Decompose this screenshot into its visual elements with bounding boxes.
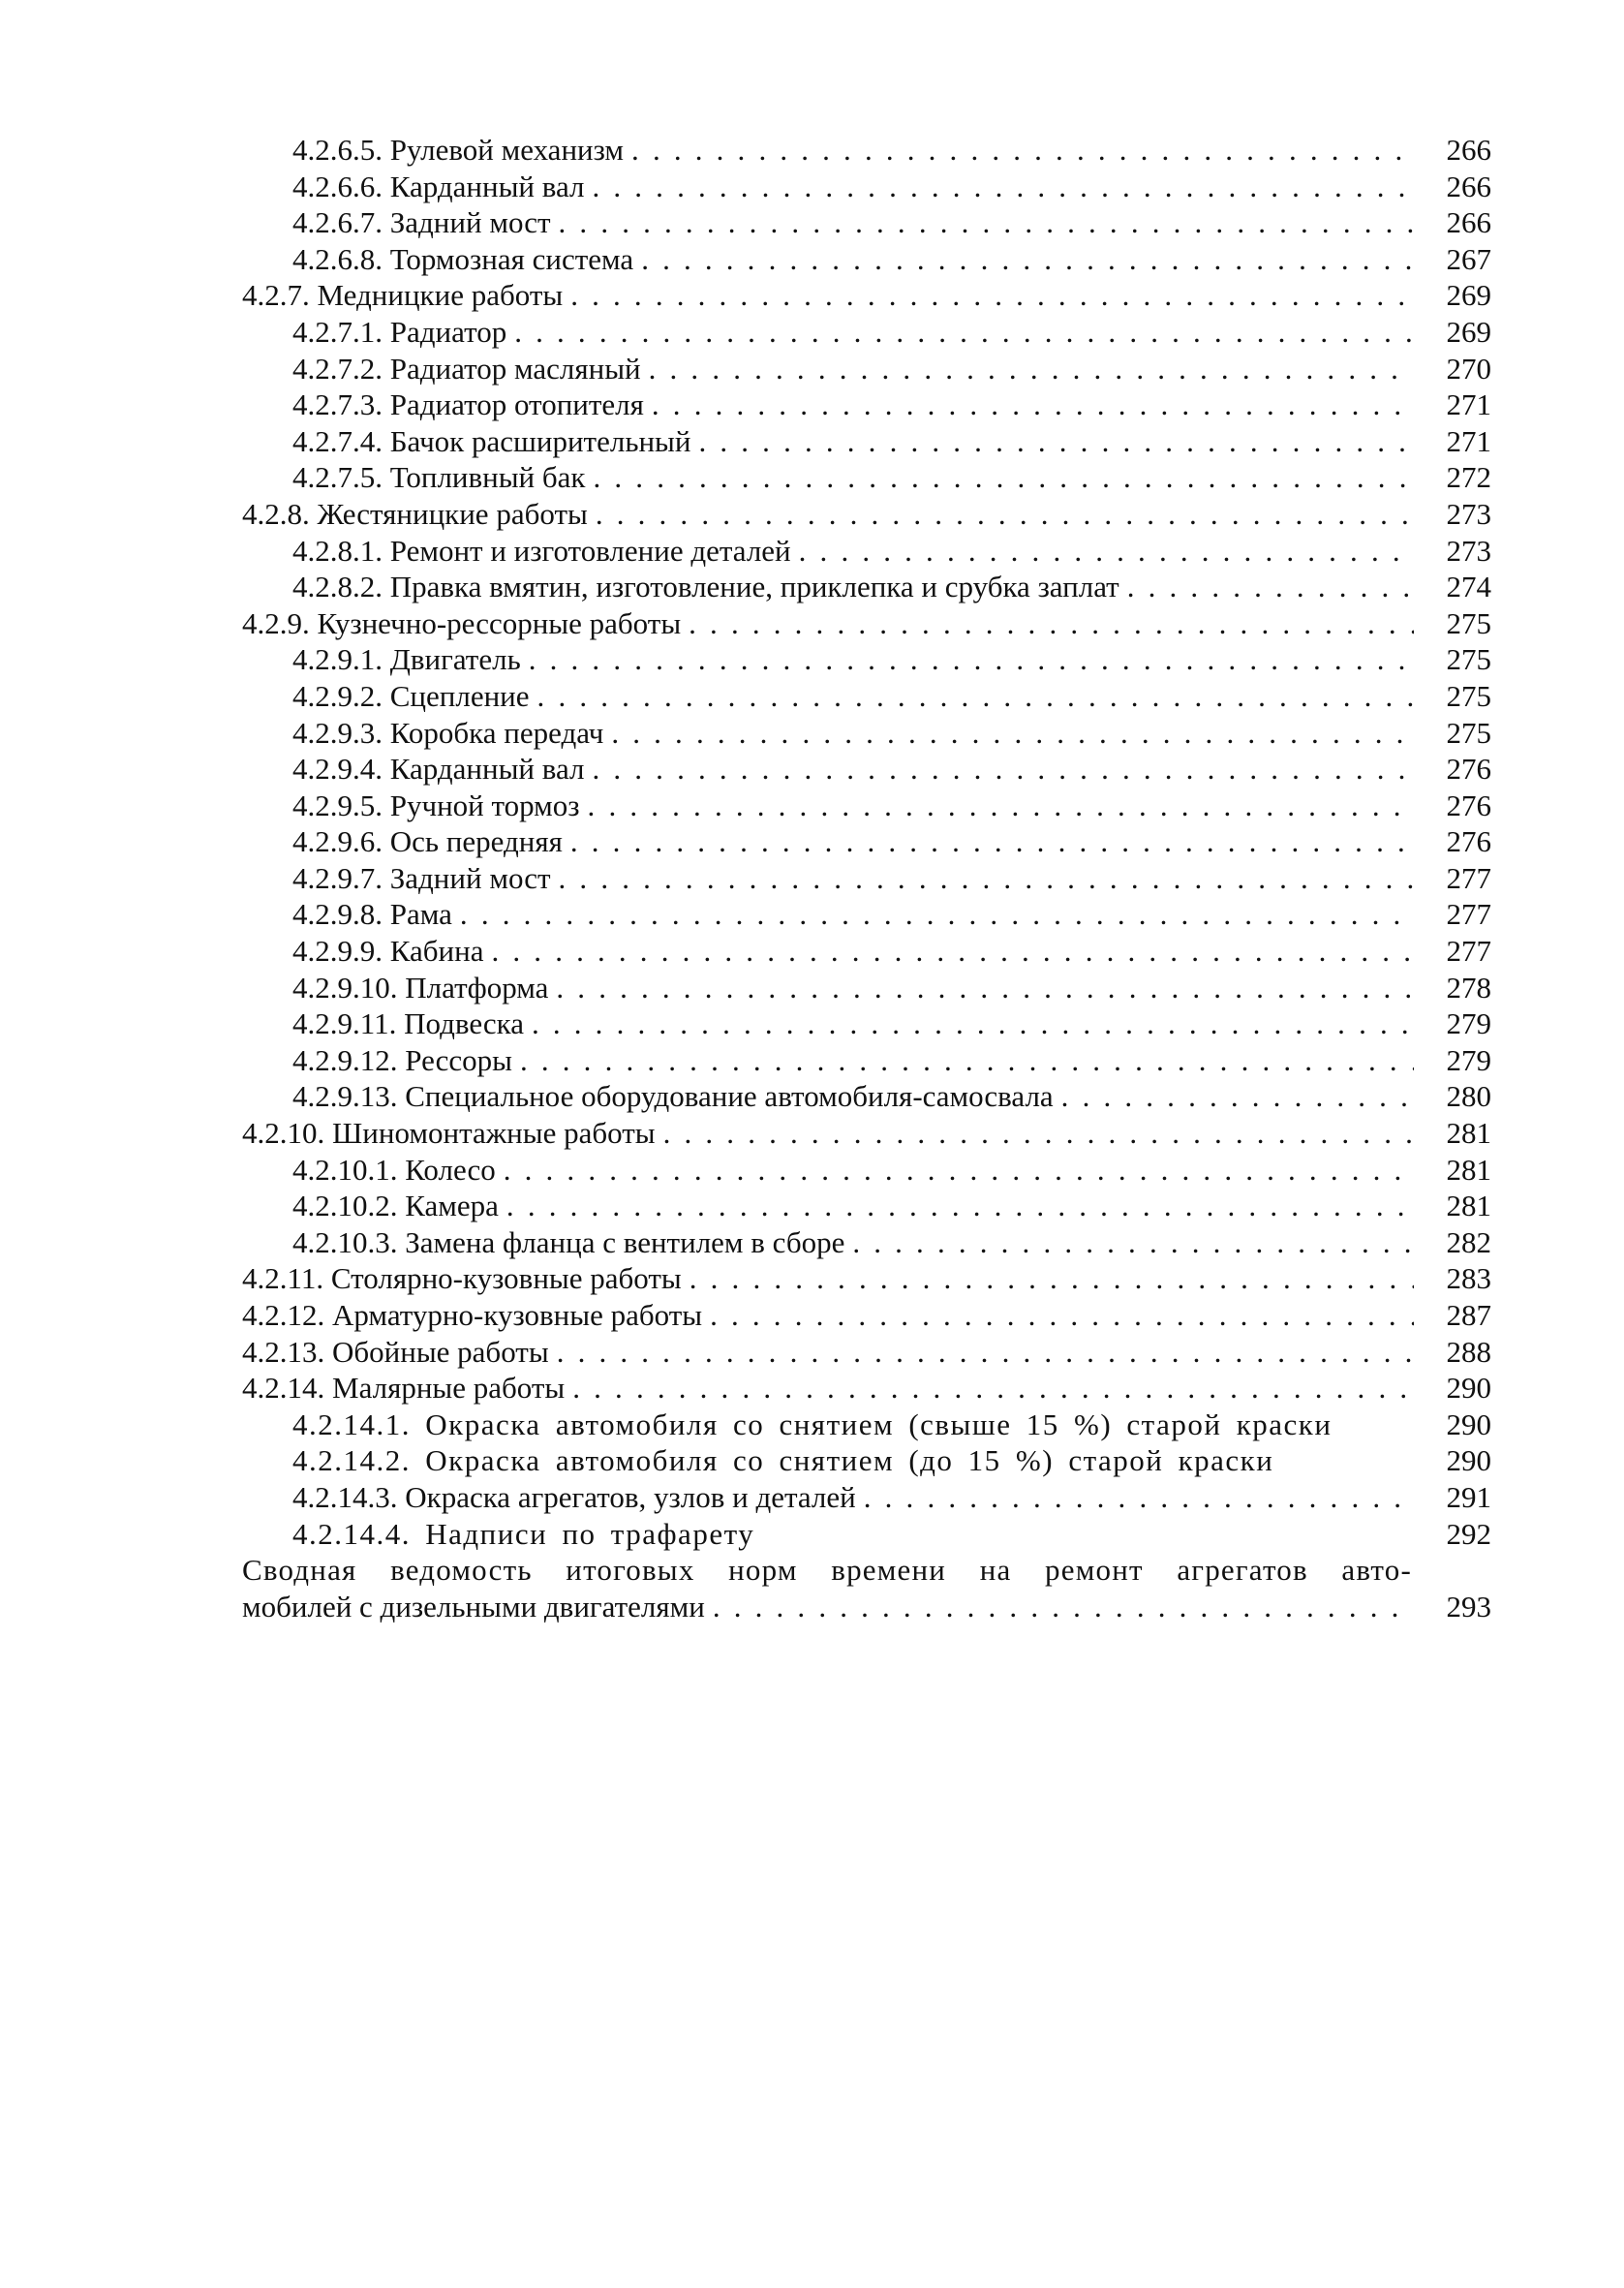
toc-entry[interactable] — [242, 1042, 1491, 1079]
toc-entry-leader — [242, 678, 1422, 715]
toc-entry[interactable] — [242, 1260, 1491, 1297]
toc-entry-leader — [242, 1260, 1422, 1297]
toc-entry-title: 4.2.9.9. Кабина — [292, 934, 484, 969]
toc-entry-leader — [242, 459, 1422, 496]
toc-entry-page: 275 — [1446, 642, 1491, 677]
toc-entry[interactable] — [242, 1078, 1491, 1115]
toc-entry-page: 269 — [1446, 278, 1491, 313]
toc-entry-leader — [242, 860, 1422, 897]
toc-entry-page: 266 — [1446, 133, 1491, 167]
toc-entry-title: 4.2.9.7. Задний мост — [292, 860, 551, 895]
toc-entry-title: 4.2.9.1. Двигатель — [292, 642, 521, 677]
toc-entry-title: 4.2.9.11. Подвеска — [292, 1006, 524, 1041]
toc-entry-title: 4.2.7. Медницкие работы — [242, 278, 564, 313]
toc-entry-page: 275 — [1446, 605, 1491, 640]
toc-summary-line2 — [242, 1589, 1491, 1625]
toc-summary-title-line1: Сводная ведомость итоговых норм времени на ремонт агрегатов авто- — [242, 1553, 1412, 1588]
toc-entry-page: 277 — [1446, 860, 1491, 895]
toc-entry[interactable] — [242, 132, 1491, 169]
toc-entry[interactable] — [242, 1516, 1491, 1553]
toc-entry-title: 4.2.10.1. Колесо — [292, 1152, 496, 1187]
toc-entry-leader — [242, 1005, 1422, 1042]
dot-leader — [572, 1370, 1414, 1407]
toc-entry-page: 283 — [1446, 1261, 1491, 1296]
toc-entry-title: 4.2.14.2. Окраска автомобиля со снятием (до 15 %) старой краски — [292, 1443, 1274, 1478]
toc-entry-leader — [242, 1407, 1422, 1443]
dot-leader — [559, 860, 1414, 897]
toc-entry-leader — [242, 1078, 1422, 1115]
toc-entry[interactable] — [242, 169, 1491, 205]
dot-leader — [460, 896, 1414, 933]
toc-entry-page: 276 — [1446, 788, 1491, 822]
toc-entry-title: 4.2.12. Арматурно-кузовные работы — [242, 1298, 703, 1332]
dot-leader — [689, 605, 1414, 642]
toc-entry[interactable] — [242, 970, 1491, 1006]
toc-entry-page: 281 — [1446, 1116, 1491, 1151]
toc-entry[interactable] — [242, 496, 1491, 533]
toc-summary-title-line2: мобилей с дизельными двигателями — [242, 1589, 705, 1623]
toc-entry-leader — [242, 204, 1422, 241]
toc-entry[interactable] — [242, 715, 1491, 752]
toc-entry-leader — [242, 1479, 1422, 1516]
toc-entry-page: 266 — [1446, 205, 1491, 240]
toc-entry-page: 288 — [1446, 1334, 1491, 1369]
toc-entry[interactable] — [242, 641, 1491, 678]
toc-entry-leader — [242, 386, 1422, 423]
toc-summary-entry[interactable] — [242, 1552, 1491, 1624]
toc-entry-title: 4.2.6.8. Тормозная система — [292, 241, 634, 276]
toc-entry-title: 4.2.14.3. Окраска агрегатов, узлов и деталей — [292, 1479, 856, 1514]
toc-entry[interactable] — [242, 605, 1491, 642]
toc-entry-title: 4.2.9.8. Рама — [292, 897, 452, 932]
toc-entry-title: 4.2.7.5. Топливный бак — [292, 460, 586, 495]
toc-entry-page: 273 — [1446, 533, 1491, 568]
toc-entry-title: 4.2.13. Обойные работы — [242, 1334, 549, 1369]
toc-entry-leader — [242, 896, 1422, 933]
toc-entry-leader — [242, 314, 1422, 351]
toc-entry[interactable] — [242, 241, 1491, 278]
toc-entry-page: 275 — [1446, 715, 1491, 750]
toc-summary-page: 293 — [1446, 1589, 1491, 1623]
toc-entry-page: 277 — [1446, 934, 1491, 969]
dot-leader — [514, 314, 1414, 351]
toc-entry-page: 271 — [1446, 423, 1491, 458]
toc-entry-leader — [242, 496, 1422, 533]
toc-entry-leader — [242, 241, 1422, 278]
toc-entry-page: 279 — [1446, 1006, 1491, 1041]
toc-entry-page: 276 — [1446, 824, 1491, 859]
dot-leader — [570, 277, 1414, 314]
toc-entry-leader — [242, 605, 1422, 642]
toc-entry[interactable] — [242, 1188, 1491, 1224]
toc-entry-page: 290 — [1446, 1443, 1491, 1478]
toc-entry-leader — [242, 1589, 1422, 1625]
toc-entry-leader — [242, 641, 1422, 678]
toc-entry[interactable] — [242, 1370, 1491, 1407]
toc-entry-title: 4.2.10. Шиномонтажные работы — [242, 1116, 656, 1151]
toc-entry-page: 270 — [1446, 351, 1491, 386]
toc-entry-leader — [242, 715, 1422, 752]
toc-entry[interactable] — [242, 1115, 1491, 1152]
dot-leader — [559, 204, 1414, 241]
toc-entry[interactable] — [242, 933, 1491, 970]
toc-entry[interactable] — [242, 1005, 1491, 1042]
toc-entry-title: 4.2.9.4. Карданный вал — [292, 752, 585, 787]
dot-leader — [520, 1042, 1414, 1079]
toc-entry-leader — [242, 788, 1422, 824]
toc-entry-title: 4.2.6.7. Задний мост — [292, 205, 551, 240]
toc-entry-title: 4.2.7.4. Бачок расширительный — [292, 423, 691, 458]
dot-leader — [663, 1115, 1414, 1152]
toc-entry-title: 4.2.8.2. Правка вмятин, изготовление, приклепка и срубка заплат — [292, 570, 1119, 604]
toc-entry[interactable] — [242, 751, 1491, 788]
toc-entry-page: 282 — [1446, 1224, 1491, 1259]
toc-entry-leader — [242, 823, 1422, 860]
dot-leader — [592, 169, 1414, 205]
toc-entry-page: 290 — [1446, 1407, 1491, 1441]
toc-entry-title: 4.2.9.10. Платформа — [292, 970, 549, 1005]
toc-entry-page: 277 — [1446, 897, 1491, 932]
toc-entry-title: 4.2.9.5. Ручной тормоз — [292, 788, 580, 822]
dot-leader — [506, 1188, 1414, 1224]
toc-entry[interactable] — [242, 314, 1491, 351]
toc-entry[interactable] — [242, 204, 1491, 241]
dot-leader — [641, 241, 1414, 278]
dot-leader — [649, 351, 1414, 387]
dot-leader — [1061, 1078, 1414, 1115]
toc-entry-leader — [242, 751, 1422, 788]
toc-entry-leader — [242, 423, 1422, 460]
toc-entry[interactable] — [242, 1334, 1491, 1371]
toc-entry-leader — [242, 970, 1422, 1006]
toc-entry-page: 281 — [1446, 1189, 1491, 1223]
toc-entry[interactable] — [242, 1152, 1491, 1189]
toc-entry-leader — [242, 351, 1422, 387]
dot-leader — [570, 823, 1414, 860]
toc-entry[interactable] — [242, 1407, 1491, 1443]
dot-leader — [596, 496, 1414, 533]
toc-entry[interactable] — [242, 1479, 1491, 1516]
toc-entry-page: 281 — [1446, 1152, 1491, 1187]
toc-entry[interactable] — [242, 823, 1491, 860]
toc-entry-leader — [242, 933, 1422, 970]
dot-leader — [864, 1479, 1414, 1516]
dot-leader — [710, 1297, 1414, 1334]
toc-entry-page: 274 — [1446, 570, 1491, 604]
dot-leader — [588, 788, 1414, 824]
dot-leader — [504, 1152, 1414, 1189]
toc-entry[interactable] — [242, 860, 1491, 897]
toc-entry[interactable] — [242, 1442, 1491, 1479]
toc-entry-title: 4.2.10.2. Камера — [292, 1189, 499, 1223]
toc-entry-leader — [242, 1516, 1422, 1553]
dot-leader — [556, 970, 1414, 1006]
toc-entry-leader — [242, 1297, 1422, 1334]
toc-entry-title: 4.2.11. Столярно-кузовные работы — [242, 1261, 682, 1296]
toc-entry-page: 266 — [1446, 169, 1491, 203]
toc-entry[interactable] — [242, 423, 1491, 460]
dot-leader — [532, 1005, 1414, 1042]
toc-entry-title: 4.2.8. Жестяницкие работы — [242, 496, 588, 531]
toc-entry-leader — [242, 1115, 1422, 1152]
toc-entry-page: 278 — [1446, 970, 1491, 1005]
toc-entry-title: 4.2.9.13. Специальное оборудование автомобиля-самосвала — [292, 1079, 1054, 1114]
dot-leader — [1127, 569, 1414, 605]
dot-leader — [631, 132, 1414, 169]
dot-leader — [652, 386, 1414, 423]
toc-entry-title: 4.2.9.3. Коробка передач — [292, 715, 604, 750]
toc-entry-page: 280 — [1446, 1079, 1491, 1114]
toc-entry-title: 4.2.6.5. Рулевой механизм — [292, 133, 625, 167]
toc-entry-title: 4.2.9. Кузнечно-рессорные работы — [242, 605, 682, 640]
toc-entry-leader — [242, 569, 1422, 605]
toc-entry-page: 292 — [1446, 1516, 1491, 1551]
dot-leader — [689, 1260, 1414, 1297]
toc-entry-title: 4.2.14. Малярные работы — [242, 1371, 566, 1406]
toc-entry-page: 290 — [1446, 1371, 1491, 1406]
toc-entry-title: 4.2.14.4. Надписи по трафарету — [292, 1516, 755, 1551]
toc-entry-leader — [242, 1334, 1422, 1371]
toc-entry-leader — [242, 1442, 1422, 1479]
toc-entry-page: 279 — [1446, 1042, 1491, 1077]
toc-entry-leader — [242, 277, 1422, 314]
toc-entry-page: 272 — [1446, 460, 1491, 495]
dot-leader — [713, 1589, 1414, 1625]
dot-leader — [529, 641, 1414, 678]
toc-entry-title: 4.2.10.3. Замена фланца с вентилем в сборе — [292, 1224, 845, 1259]
toc-entry[interactable] — [242, 277, 1491, 314]
toc-entry[interactable] — [242, 678, 1491, 715]
toc-entry[interactable] — [242, 788, 1491, 824]
toc-entry-leader — [242, 533, 1422, 570]
toc-entry-leader — [242, 1152, 1422, 1189]
toc-entry-page: 276 — [1446, 752, 1491, 787]
toc-entry[interactable] — [242, 896, 1491, 933]
toc-entry-leader — [242, 1370, 1422, 1407]
dot-leader — [592, 751, 1414, 788]
toc-entry-leader — [242, 132, 1422, 169]
toc-entry[interactable] — [242, 386, 1491, 423]
toc-entry[interactable] — [242, 351, 1491, 387]
toc-entry-title: 4.2.9.6. Ось передняя — [292, 824, 563, 859]
toc-entry-title: 4.2.7.2. Радиатор масляный — [292, 351, 641, 386]
dot-leader — [852, 1224, 1414, 1261]
toc-entry-page: 267 — [1446, 241, 1491, 276]
toc-entry-title: 4.2.6.6. Карданный вал — [292, 169, 585, 203]
dot-leader — [557, 1334, 1414, 1371]
toc-entry-title: 4.2.7.1. Радиатор — [292, 314, 507, 349]
dot-leader — [611, 715, 1414, 752]
toc-entry-leader — [242, 169, 1422, 205]
toc-entry-title: 4.2.9.2. Сцепление — [292, 678, 530, 713]
toc-entry-page: 273 — [1446, 496, 1491, 531]
toc-entry[interactable] — [242, 533, 1491, 570]
dot-leader — [799, 533, 1414, 570]
toc-entry-title: 4.2.7.3. Радиатор отопителя — [292, 387, 644, 422]
table-of-contents — [242, 132, 1491, 1624]
toc-entry[interactable] — [242, 1297, 1491, 1334]
toc-entry-title: 4.2.14.1. Окраска автомобиля со снятием (свыше 15 %) старой краски — [292, 1407, 1333, 1441]
toc-entry-leader — [242, 1042, 1422, 1079]
toc-entry-leader — [242, 1188, 1422, 1224]
toc-entry-title: 4.2.8.1. Ремонт и изготовление деталей — [292, 533, 791, 568]
dot-leader — [537, 678, 1414, 715]
dot-leader — [698, 423, 1414, 460]
toc-entry[interactable] — [242, 1224, 1491, 1261]
toc-entry-page: 271 — [1446, 387, 1491, 422]
toc-entry-title: 4.2.9.12. Рессоры — [292, 1042, 512, 1077]
toc-entry-page: 287 — [1446, 1298, 1491, 1332]
dot-leader — [492, 933, 1415, 970]
toc-entry[interactable] — [242, 459, 1491, 496]
toc-entry-page: 275 — [1446, 678, 1491, 713]
toc-entry-leader — [242, 1224, 1422, 1261]
toc-entry-page: 291 — [1446, 1479, 1491, 1514]
toc-entry-page: 269 — [1446, 314, 1491, 349]
dot-leader — [594, 459, 1415, 496]
toc-entry[interactable] — [242, 569, 1491, 605]
